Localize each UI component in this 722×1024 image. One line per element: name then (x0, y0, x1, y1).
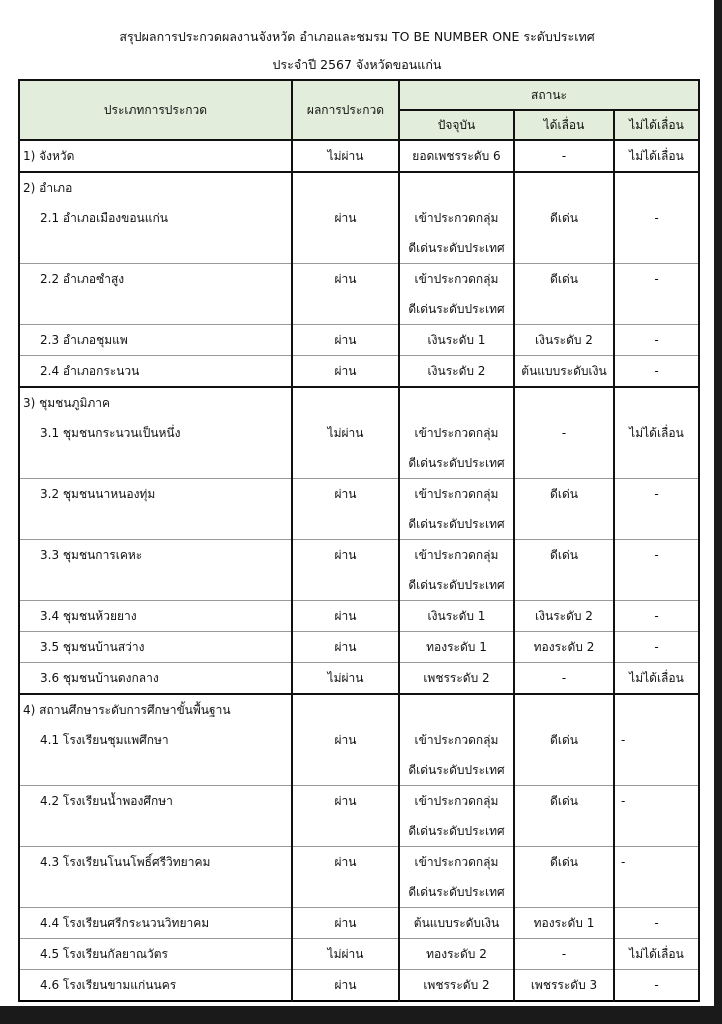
promoted-cell (514, 356, 614, 388)
table-row (19, 264, 699, 325)
header-status: สถานะ (399, 80, 699, 110)
promoted-value: - (561, 149, 567, 163)
result-value: ผ่าน (334, 609, 357, 623)
result-value: ไม่ผ่าน (327, 671, 364, 685)
not-promoted-value: - (654, 916, 659, 930)
result-value: ผ่าน (334, 364, 357, 378)
promoted-cell (514, 172, 614, 264)
not-promoted-cell (614, 479, 699, 540)
not-promoted-cell (614, 970, 699, 1002)
category-cell (19, 264, 292, 325)
not-promoted-value: - (621, 794, 626, 808)
header-category: ประเภทการประกวด (19, 80, 292, 140)
table-row (19, 172, 699, 264)
current-cell (399, 325, 514, 356)
spacer (293, 173, 398, 203)
category-name: 4.5 โรงเรียนกัลยาณวัตร (40, 947, 168, 961)
promoted-value: ดีเด่น (550, 548, 578, 562)
not-promoted-value: - (621, 733, 626, 747)
section-label: 3) ชุมชนภูมิภาค (23, 396, 111, 410)
result-value: ผ่าน (334, 487, 357, 501)
not-promoted-cell (614, 694, 699, 786)
current-cell (399, 172, 514, 264)
spacer (400, 695, 513, 725)
promoted-value: เงินระดับ 2 (535, 609, 593, 623)
table-row (19, 140, 699, 172)
category-name: 4.6 โรงเรียนขามแก่นนคร (40, 978, 177, 992)
promoted-cell (514, 786, 614, 847)
category-cell (19, 601, 292, 632)
promoted-value: ต้นแบบระดับเงิน (521, 364, 607, 378)
category-cell (19, 663, 292, 695)
result-cell (292, 847, 399, 908)
result-cell (292, 479, 399, 540)
table-row (19, 847, 699, 908)
table-row (19, 663, 699, 695)
category-name: 4.2 โรงเรียนน้ำพองศึกษา (40, 794, 173, 808)
promoted-value: ดีเด่น (550, 733, 578, 747)
current-cell (399, 387, 514, 479)
current-status: เข้าประกวดกลุ่ม (414, 794, 499, 808)
category-name: 3.2 ชุมชนนาหนองทุ่ม (40, 487, 156, 501)
not-promoted-cell (614, 847, 699, 908)
current-cell (399, 540, 514, 601)
category-name: 3.5 ชุมชนบ้านสว่าง (40, 640, 145, 654)
not-promoted-value: - (654, 548, 659, 562)
promoted-cell (514, 325, 614, 356)
category-name: 3.3 ชุมชนการเคหะ (40, 548, 143, 562)
current-status: ดีเด่นระดับประเทศ (408, 824, 505, 838)
spacer (515, 388, 613, 418)
current-status: เข้าประกวดกลุ่ม (414, 733, 499, 747)
not-promoted-cell (614, 264, 699, 325)
current-status: เข้าประกวดกลุ่ม (414, 548, 499, 562)
result-value: ไม่ผ่าน (327, 947, 364, 961)
current-cell (399, 356, 514, 388)
category-cell (19, 540, 292, 601)
not-promoted-value: - (654, 640, 659, 654)
current-status: เข้าประกวดกลุ่ม (414, 272, 499, 286)
current-status: เพชรระดับ 2 (423, 671, 490, 685)
category-cell (19, 847, 292, 908)
result-value: ผ่าน (334, 855, 357, 869)
table-row (19, 601, 699, 632)
promoted-value: ดีเด่น (550, 211, 578, 225)
current-cell (399, 908, 514, 939)
not-promoted-value: - (654, 333, 659, 347)
table-row (19, 786, 699, 847)
category-cell (19, 939, 292, 970)
not-promoted-cell (614, 939, 699, 970)
promoted-cell (514, 939, 614, 970)
spacer (400, 173, 513, 203)
not-promoted-value: ไม่ได้เลื่อน (629, 947, 684, 961)
category-name: 3.1 ชุมชนกระนวนเป็นหนึ่ง (40, 426, 181, 440)
category-cell (19, 632, 292, 663)
result-cell (292, 325, 399, 356)
not-promoted-cell (614, 356, 699, 388)
category-cell (19, 140, 292, 172)
promoted-cell (514, 601, 614, 632)
category-name: 3.6 ชุมชนบ้านดงกลาง (40, 671, 159, 685)
category-cell (19, 786, 292, 847)
result-value: ไม่ผ่าน (327, 149, 364, 163)
table-row (19, 540, 699, 601)
not-promoted-cell (614, 140, 699, 172)
spacer (615, 388, 698, 418)
results-table (18, 79, 700, 1002)
current-status: ดีเด่นระดับประเทศ (408, 456, 505, 470)
promoted-cell (514, 694, 614, 786)
spacer (293, 695, 398, 725)
category-name: 2.2 อำเภอซำสูง (40, 272, 125, 286)
section-label: 4) สถานศึกษาระดับการศึกษาขั้นพื้นฐาน (23, 703, 231, 717)
not-promoted-cell (614, 387, 699, 479)
current-cell (399, 479, 514, 540)
promoted-value: ทองระดับ 1 (533, 916, 595, 930)
category-name: 3.4 ชุมชนห้วยยาง (40, 609, 137, 623)
promoted-cell (514, 632, 614, 663)
document-subtitle: ประจำปี 2567 จังหวัดขอนแก่น (272, 57, 442, 72)
not-promoted-cell (614, 172, 699, 264)
promoted-value: - (561, 947, 567, 961)
current-status: เข้าประกวดกลุ่ม (414, 211, 499, 225)
result-value: ผ่าน (334, 978, 357, 992)
promoted-value: เพชรระดับ 3 (530, 978, 598, 992)
promoted-cell (514, 970, 614, 1002)
category-name: 4.3 โรงเรียนโนนโพธิ์ศรีวิทยาคม (40, 855, 211, 869)
current-status: เข้าประกวดกลุ่ม (414, 487, 499, 501)
current-status: เงินระดับ 2 (427, 364, 486, 378)
result-cell (292, 356, 399, 388)
promoted-cell (514, 264, 614, 325)
current-status: ดีเด่นระดับประเทศ (408, 578, 505, 592)
table-body (19, 140, 699, 1001)
category-cell (19, 172, 292, 264)
result-cell (292, 264, 399, 325)
current-status: ทองระดับ 1 (426, 640, 487, 654)
category-name: 4.1 โรงเรียนชุมแพศึกษา (40, 733, 169, 747)
current-status: เพชรระดับ 2 (423, 978, 490, 992)
result-value: ผ่าน (334, 333, 357, 347)
current-cell (399, 663, 514, 695)
current-status: ดีเด่นระดับประเทศ (408, 241, 505, 255)
promoted-value: ดีเด่น (550, 794, 578, 808)
result-value: ผ่าน (334, 211, 357, 225)
result-cell (292, 786, 399, 847)
current-status: เงินระดับ 1 (427, 333, 486, 347)
current-cell (399, 939, 514, 970)
result-value: ไม่ผ่าน (327, 426, 364, 440)
category-name: 2.3 อำเภอชุมแพ (40, 333, 128, 347)
current-status: ดีเด่นระดับประเทศ (408, 763, 505, 777)
current-status: ดีเด่นระดับประเทศ (408, 517, 505, 531)
current-cell (399, 632, 514, 663)
promoted-cell (514, 140, 614, 172)
table-row (19, 479, 699, 540)
header-result: ผลการประกวด (292, 80, 399, 140)
spacer (615, 173, 698, 203)
header-not-promoted: ไม่ได้เลื่อน (614, 110, 699, 140)
current-cell (399, 786, 514, 847)
spacer (515, 173, 613, 203)
category-cell (19, 387, 292, 479)
category-cell (19, 479, 292, 540)
spacer (400, 388, 513, 418)
spacer (515, 695, 613, 725)
result-cell (292, 140, 399, 172)
current-cell (399, 140, 514, 172)
table-row (19, 694, 699, 786)
result-value: ผ่าน (334, 794, 357, 808)
promoted-value: ดีเด่น (550, 855, 578, 869)
result-value: ผ่าน (334, 733, 357, 747)
result-cell (292, 632, 399, 663)
promoted-cell (514, 663, 614, 695)
category-cell (19, 356, 292, 388)
spacer (293, 388, 398, 418)
category-name: 2.4 อำเภอกระนวน (40, 364, 140, 378)
result-cell (292, 663, 399, 695)
category-name: 4.4 โรงเรียนศรีกระนวนวิทยาคม (40, 916, 210, 930)
not-promoted-value: - (621, 855, 626, 869)
category-name: 1) จังหวัด (23, 149, 75, 163)
current-cell (399, 694, 514, 786)
header-current: ปัจจุบัน (399, 110, 514, 140)
not-promoted-value: - (654, 487, 659, 501)
promoted-cell (514, 847, 614, 908)
not-promoted-cell (614, 663, 699, 695)
not-promoted-cell (614, 325, 699, 356)
category-cell (19, 908, 292, 939)
current-status: เงินระดับ 1 (427, 609, 486, 623)
promoted-value: ดีเด่น (550, 487, 578, 501)
category-cell (19, 694, 292, 786)
result-cell (292, 172, 399, 264)
result-cell (292, 939, 399, 970)
result-cell (292, 387, 399, 479)
not-promoted-value: - (654, 364, 659, 378)
not-promoted-cell (614, 540, 699, 601)
not-promoted-value: ไม่ได้เลื่อน (629, 426, 684, 440)
document-title: สรุปผลการประกวดผลงานจังหวัด อำเภอและชมรม TO BE NUMBER ONE ระดับประเทศ (119, 29, 595, 44)
current-status: เข้าประกวดกลุ่ม (414, 855, 499, 869)
spacer (621, 695, 698, 725)
result-value: ผ่าน (334, 548, 357, 562)
not-promoted-cell (614, 601, 699, 632)
table-row (19, 387, 699, 479)
current-status: ดีเด่นระดับประเทศ (408, 302, 505, 316)
current-cell (399, 970, 514, 1002)
promoted-value: ทองระดับ 2 (533, 640, 595, 654)
current-cell (399, 264, 514, 325)
current-status: ทองระดับ 2 (426, 947, 487, 961)
category-cell (19, 970, 292, 1002)
not-promoted-value: - (654, 978, 659, 992)
result-cell (292, 694, 399, 786)
promoted-cell (514, 387, 614, 479)
category-name: 2.1 อำเภอเมืองขอนแก่น (40, 211, 168, 225)
result-value: ผ่าน (334, 272, 357, 286)
not-promoted-cell (614, 908, 699, 939)
table-row (19, 632, 699, 663)
not-promoted-value: - (654, 211, 659, 225)
result-value: ผ่าน (334, 640, 357, 654)
table-row (19, 356, 699, 388)
table-row (19, 939, 699, 970)
table-row (19, 908, 699, 939)
current-status: ต้นแบบระดับเงิน (413, 916, 500, 930)
current-status: ยอดเพชรระดับ 6 (412, 149, 501, 163)
promoted-value: - (561, 426, 567, 440)
current-cell (399, 601, 514, 632)
promoted-cell (514, 540, 614, 601)
current-cell (399, 847, 514, 908)
result-cell (292, 970, 399, 1002)
not-promoted-value: - (654, 272, 659, 286)
current-status: ดีเด่นระดับประเทศ (408, 885, 505, 899)
promoted-value: เงินระดับ 2 (535, 333, 593, 347)
table-row (19, 970, 699, 1002)
promoted-cell (514, 479, 614, 540)
table-row (19, 325, 699, 356)
section-label: 2) อำเภอ (23, 181, 73, 195)
not-promoted-cell (614, 786, 699, 847)
not-promoted-value: ไม่ได้เลื่อน (629, 671, 684, 685)
not-promoted-value: - (654, 609, 659, 623)
result-cell (292, 601, 399, 632)
not-promoted-cell (614, 632, 699, 663)
promoted-cell (514, 908, 614, 939)
result-value: ผ่าน (334, 916, 357, 930)
current-status: เข้าประกวดกลุ่ม (414, 426, 499, 440)
promoted-value: - (561, 671, 567, 685)
result-cell (292, 540, 399, 601)
not-promoted-value: ไม่ได้เลื่อน (629, 149, 684, 163)
header-promoted: ได้เลื่อน (514, 110, 614, 140)
category-cell (19, 325, 292, 356)
result-cell (292, 908, 399, 939)
promoted-value: ดีเด่น (550, 272, 578, 286)
